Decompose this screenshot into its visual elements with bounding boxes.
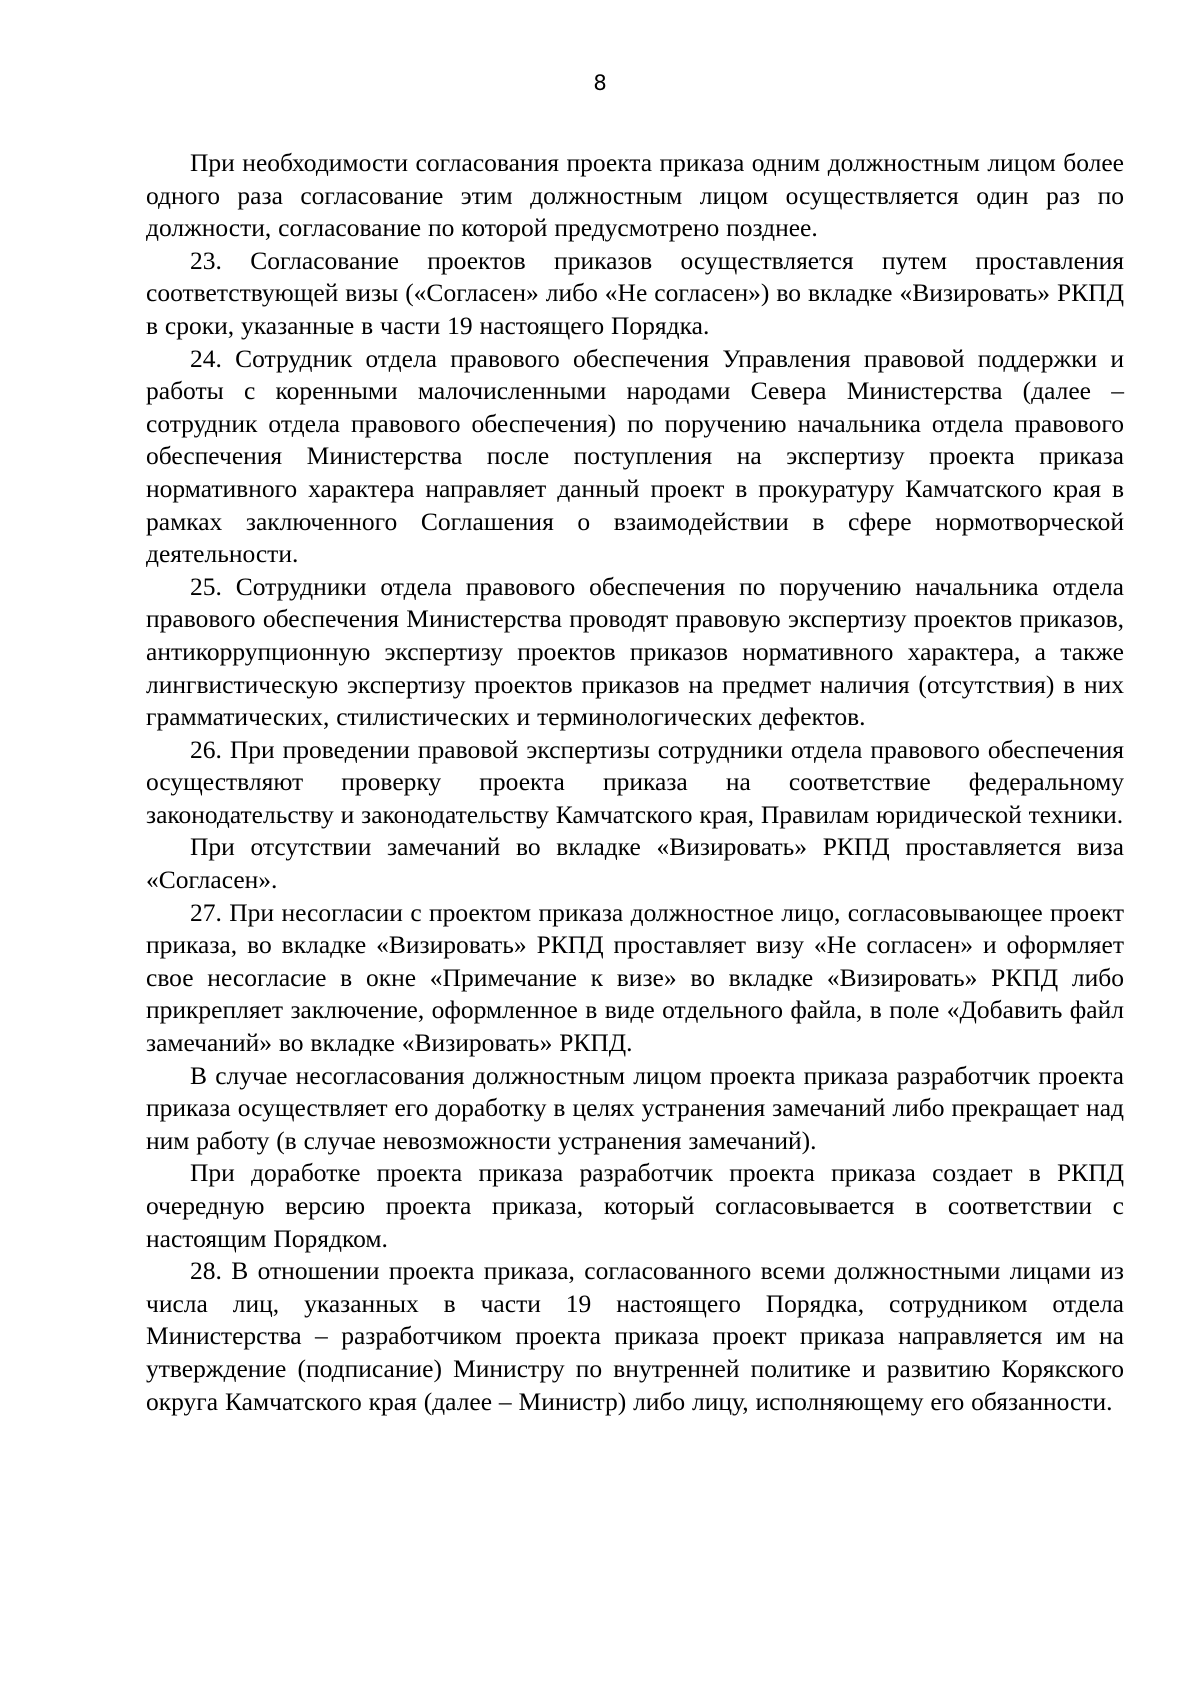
paragraph-revision: При доработке проекта приказа разработчик проекта приказа создает в РКПД очередную версию проекта приказа, который согласовывается в соответствии с настоящим Порядком. [146, 1158, 1124, 1253]
paragraph-approval-once: При необходимости согласования проекта приказа одним должностным лицом более одного раза согласование этим должностным лицом осуществляется один раз по должности, согласование по которой предусмотрено позднее. [146, 148, 1124, 243]
paragraph-24: 24. Сотрудник отдела правового обеспечения Управления правовой поддержки и работы с коренными малочисленными народами Севера Министерства (далее – сотрудник отдела правового обеспечения) по поручению начальника отдела правового обеспечения Министерства после поступления на экспертизу проекта приказа нормативного характера направляет данный проект в прокуратуру Камчатского края в рамках заключенного Соглашения о взаимодействии в сфере нормотворческой деятельности. [146, 343, 1124, 569]
paragraph-25: 25. Сотрудники отдела правового обеспечения по поручению начальника отдела правового обеспечения Министерства проводят правовую экспертизу проектов приказов, антикоррупционную экспертизу проектов приказов нормативного характера, а также лингвистическую экспертизу проектов приказов на предмет наличия (отсутствия) в них грамматических, стилистических и терминологических дефектов. [146, 571, 1124, 732]
document-body [146, 147, 1124, 1418]
paragraph-no-remarks: При отсутствии замечаний во вкладке «Визировать» РКПД проставляется виза «Согласен». [146, 832, 1124, 895]
paragraph-28: 28. В отношении проекта приказа, согласованного всеми должностными лицами из числа лиц, указанных в части 19 настоящего Порядка, сотрудником отдела Министерства – разработчиком проекта приказа проект приказа направляется им на утверждение (подписание) Министру по внутренней политике и развитию Корякского округа Камчатского края (далее – Министр) либо лицу, исполняющему его обязанности. [146, 1256, 1124, 1416]
paragraph-26: 26. При проведении правовой экспертизы сотрудники отдела правового обеспечения осуществляют проверку проекта приказа на соответствие федеральному законодательству и законодательству Камчатского края, Правилам юридической техники. [146, 734, 1124, 829]
paragraph-disagreement: В случае несогласования должностным лицом проекта приказа разработчик проекта приказа осуществляет его доработку в целях устранения замечаний либо прекращает над ним работу (в случае невозможности устранения замечаний). [146, 1060, 1124, 1155]
paragraph-27: 27. При несогласии с проектом приказа должностное лицо, согласовывающее проект приказа, во вкладке «Визировать» РКПД проставляет визу «Не согласен» и оформляет свое несогласие в окне «Примечание к визе» во вкладке «Визировать» РКПД либо прикрепляет заключение, оформленное в виде отдельного файла, в поле «Добавить файл замечаний» во вкладке «Визировать» РКПД. [146, 897, 1124, 1058]
page-number: 8 [593, 71, 607, 95]
paragraph-23: 23. Согласование проектов приказов осуществляется путем проставления соответствующей визы («Согласен» либо «Не согласен») во вкладке «Визировать» РКПД в сроки, указанные в части 19 настоящего Порядка. [146, 245, 1124, 340]
